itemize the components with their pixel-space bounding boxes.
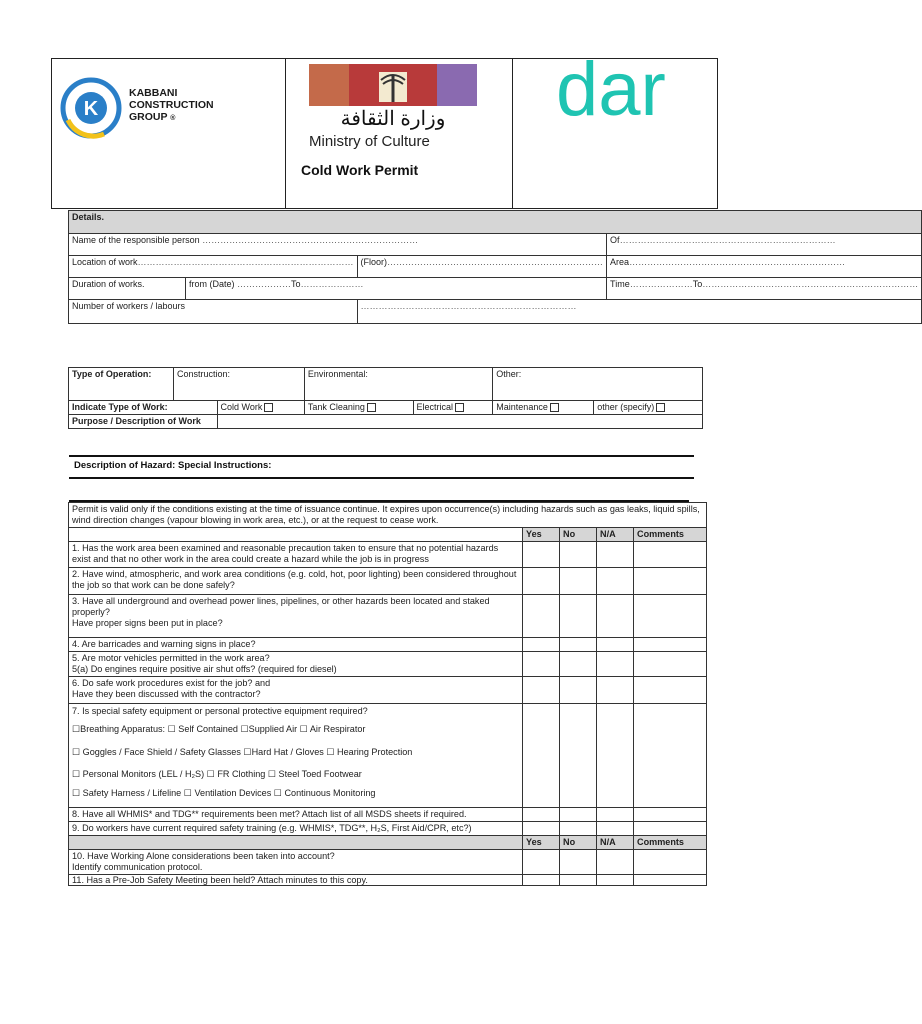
checkbox-icon[interactable] [367, 403, 376, 412]
question-10 [69, 850, 523, 875]
answer-na[interactable] [597, 850, 634, 875]
other-field[interactable] [493, 368, 703, 401]
construction-field[interactable] [174, 368, 305, 401]
col-no: No [560, 836, 597, 850]
fill-dots: ……………………………………………………………… [202, 235, 419, 245]
permit-validity-note: Permit is valid only if the conditions existing at the time of issuance continue. It expires upon occurrence(s) including hazards such as gas leaks, liquid spills, wind direction changes (vapour blowing in work area, etc.), or at the request to cease work. [69, 503, 707, 528]
option-label: other (specify) [597, 402, 655, 412]
field-label: To [692, 279, 703, 289]
time-field[interactable]: Time…………………To……………………………………………………………… [607, 278, 922, 300]
answer-comments[interactable] [634, 677, 707, 704]
answer-comments[interactable] [634, 542, 707, 568]
question-text: 3. Have all underground and overhead power lines, pipelines, or other hazards been located and staked properly? [72, 596, 490, 617]
answer-no[interactable] [560, 850, 597, 875]
fill-dots: ……………………………………………………………… [387, 257, 604, 267]
answer-no[interactable] [560, 822, 597, 836]
answer-yes[interactable] [523, 595, 560, 638]
field-label: Name of the responsible person [72, 235, 200, 245]
ppe-options[interactable]: ☐ Goggles / Face Shield / Safety Glasses ☐Hard Hat / Gloves ☐ Hearing Protection [72, 746, 413, 757]
ministry-banner-icon [309, 64, 477, 106]
answer-na[interactable] [597, 638, 634, 652]
question-8: 8. Have all WHMIS* and TDG** requirements been met? Attach list of all MSDS sheets if required. [69, 808, 523, 822]
ministry-english-name: Ministry of Culture [309, 133, 430, 150]
answer-na[interactable] [597, 595, 634, 638]
ministry-arabic-name: وزارة الثقافة [340, 108, 446, 130]
answer-yes[interactable] [523, 850, 560, 875]
maintenance-option[interactable] [493, 401, 594, 415]
option-label: Cold Work [220, 402, 263, 412]
checkbox-icon[interactable] [550, 403, 559, 412]
answer-yes[interactable] [523, 704, 560, 808]
operation-type-label: Type of Operation: [69, 368, 174, 401]
field-label: Construction: [177, 369, 231, 379]
question-text: 5(a) Do engines require positive air shut offs? (required for diesel) [72, 664, 337, 674]
svg-text:K: K [83, 98, 99, 120]
operation-table [68, 367, 703, 429]
kabbani-line: GROUP [129, 111, 168, 123]
location-field[interactable] [69, 256, 358, 278]
answer-yes[interactable] [523, 822, 560, 836]
col-no: No [560, 528, 597, 542]
question-7 [69, 704, 523, 808]
electrical-option[interactable] [413, 401, 493, 415]
indicate-work-label: Indicate Type of Work: [69, 401, 218, 415]
col-na: N/A [597, 836, 634, 850]
responsible-person-field[interactable] [69, 234, 607, 256]
purpose-field[interactable] [217, 415, 702, 429]
answer-comments[interactable] [634, 595, 707, 638]
question-9: 9. Do workers have current required safety training (e.g. WHMIS*, TDG**, H₂S, First Aid/CPR, etc?) [69, 822, 523, 836]
safety-checklist [68, 502, 707, 886]
answer-yes[interactable] [523, 875, 560, 886]
question-text: Have they been discussed with the contractor? [72, 689, 261, 699]
question-4: 4. Are barricades and warning signs in place? [69, 638, 523, 652]
ppe-options[interactable]: ☐ Personal Monitors (LEL / H₂S) ☐ FR Clothing ☐ Steel Toed Footwear [72, 769, 362, 779]
header-divider [512, 59, 513, 209]
answer-no[interactable] [560, 568, 597, 595]
answer-no[interactable] [560, 677, 597, 704]
question-text: 5. Are motor vehicles permitted in the work area? [72, 653, 270, 663]
floor-field[interactable] [357, 256, 607, 278]
answer-na[interactable] [597, 875, 634, 886]
kabbani-line: KABBANI [129, 87, 178, 99]
field-label: Location of work [72, 257, 138, 267]
answer-no[interactable] [560, 808, 597, 822]
kabbani-line: CONSTRUCTION [129, 99, 214, 111]
field-label: Area [610, 257, 630, 267]
permit-title: Cold Work Permit [301, 162, 419, 178]
fill-dots: ……………………………………………………………… [360, 301, 577, 311]
other-specify-option[interactable] [594, 401, 703, 415]
hazard-rule [69, 477, 694, 479]
question-6 [69, 677, 523, 704]
question-5 [69, 652, 523, 677]
field-label: Time [610, 279, 630, 289]
ppe-options[interactable]: ☐ Safety Harness / Lifeline ☐ Ventilation Devices ☐ Continuous Monitoring [72, 787, 376, 798]
answer-no[interactable] [560, 542, 597, 568]
col-comments: Comments [634, 528, 707, 542]
header-spacer [69, 836, 523, 850]
question-text: 7. Is special safety equipment or personal protective equipment required? [72, 706, 368, 716]
kabbani-logo-icon [58, 76, 124, 140]
answer-no[interactable] [560, 638, 597, 652]
of-field[interactable] [607, 234, 922, 256]
kabbani-mark: ® [170, 115, 176, 122]
fill-dots: ……………………………………………………………… [629, 257, 846, 267]
header-divider [285, 59, 286, 209]
workers-field[interactable] [357, 300, 922, 324]
answer-no[interactable] [560, 595, 597, 638]
option-label: Electrical [416, 402, 454, 412]
answer-yes[interactable] [523, 638, 560, 652]
header-spacer [69, 528, 523, 542]
field-label: Of [610, 235, 620, 245]
answer-comments[interactable] [634, 875, 707, 886]
fill-dots: ……………………………………………………………… [137, 257, 354, 267]
answer-na[interactable] [597, 822, 634, 836]
answer-yes[interactable] [523, 542, 560, 568]
answer-yes[interactable] [523, 677, 560, 704]
fill-dots: ……………………………………………………………… [619, 235, 836, 245]
answer-comments[interactable] [634, 652, 707, 677]
answer-comments[interactable] [634, 822, 707, 836]
purpose-label: Purpose / Description of Work [69, 415, 218, 429]
question-text: 6. Do safe work procedures exist for the job? and [72, 678, 271, 688]
details-heading: Details. [69, 211, 922, 234]
question-3 [69, 595, 523, 638]
answer-comments[interactable] [634, 638, 707, 652]
workers-label: Number of workers / labours [69, 300, 358, 324]
tank-cleaning-option[interactable] [304, 401, 413, 415]
answer-comments[interactable] [634, 704, 707, 808]
answer-yes[interactable] [523, 652, 560, 677]
question-text: Have proper signs been put in place? [72, 618, 223, 628]
answer-na[interactable] [597, 808, 634, 822]
field-label: Other: [496, 369, 522, 379]
answer-comments[interactable] [634, 568, 707, 595]
option-label: Maintenance [496, 402, 548, 412]
field-label: Environmental: [307, 369, 368, 379]
fill-dots: ……………………………………………………………… [702, 279, 919, 289]
hazard-label: Description of Hazard: Special Instructions: [74, 460, 272, 471]
answer-no[interactable] [560, 652, 597, 677]
question-11: 11. Has a Pre-Job Safety Meeting been held? Attach minutes to this copy. [69, 875, 523, 886]
dar-logo: dar [556, 47, 666, 132]
col-yes: Yes [523, 528, 560, 542]
question-1: 1. Has the work area been examined and reasonable precaution taken to ensure that no potential hazards exist and that no other work in the area could create a hazard while the job is in progress [69, 542, 523, 568]
col-yes: Yes [523, 836, 560, 850]
environmental-field[interactable] [304, 368, 492, 401]
checkbox-icon[interactable] [656, 403, 665, 412]
answer-yes[interactable] [523, 568, 560, 595]
answer-comments[interactable] [634, 808, 707, 822]
answer-na[interactable] [597, 652, 634, 677]
field-label: To [291, 279, 301, 289]
answer-na[interactable] [597, 568, 634, 595]
answer-yes[interactable] [523, 808, 560, 822]
field-label: from (Date) [189, 279, 235, 289]
answer-na[interactable] [597, 542, 634, 568]
date-range-field[interactable]: from (Date) ………………To………………… [186, 278, 607, 300]
hazard-rule [69, 455, 694, 457]
answer-no[interactable] [560, 875, 597, 886]
question-text: 10. Have Working Alone considerations been taken into account? [72, 851, 335, 861]
kabbani-name [129, 87, 214, 125]
answer-na[interactable] [597, 704, 634, 808]
ppe-options[interactable]: ☐Breathing Apparatus: ☐ Self Contained ☐Supplied Air ☐ Air Respirator [72, 724, 366, 734]
area-field[interactable] [607, 256, 922, 278]
answer-no[interactable] [560, 704, 597, 808]
question-2: 2. Have wind, atmospheric, and work area conditions (e.g. cold, hot, poor lighting) been considered throughout the job so that work can be done safely? [69, 568, 523, 595]
col-na: N/A [597, 528, 634, 542]
answer-na[interactable] [597, 677, 634, 704]
field-label: (Floor) [360, 257, 388, 267]
checkbox-icon[interactable] [264, 403, 273, 412]
question-text: Identify communication protocol. [72, 862, 203, 872]
duration-label: Duration of works. [69, 278, 186, 300]
answer-comments[interactable] [634, 850, 707, 875]
option-label: Tank Cleaning [307, 402, 365, 412]
col-comments: Comments [634, 836, 707, 850]
cold-work-option[interactable] [217, 401, 304, 415]
details-table [68, 210, 922, 324]
checkbox-icon[interactable] [455, 403, 464, 412]
